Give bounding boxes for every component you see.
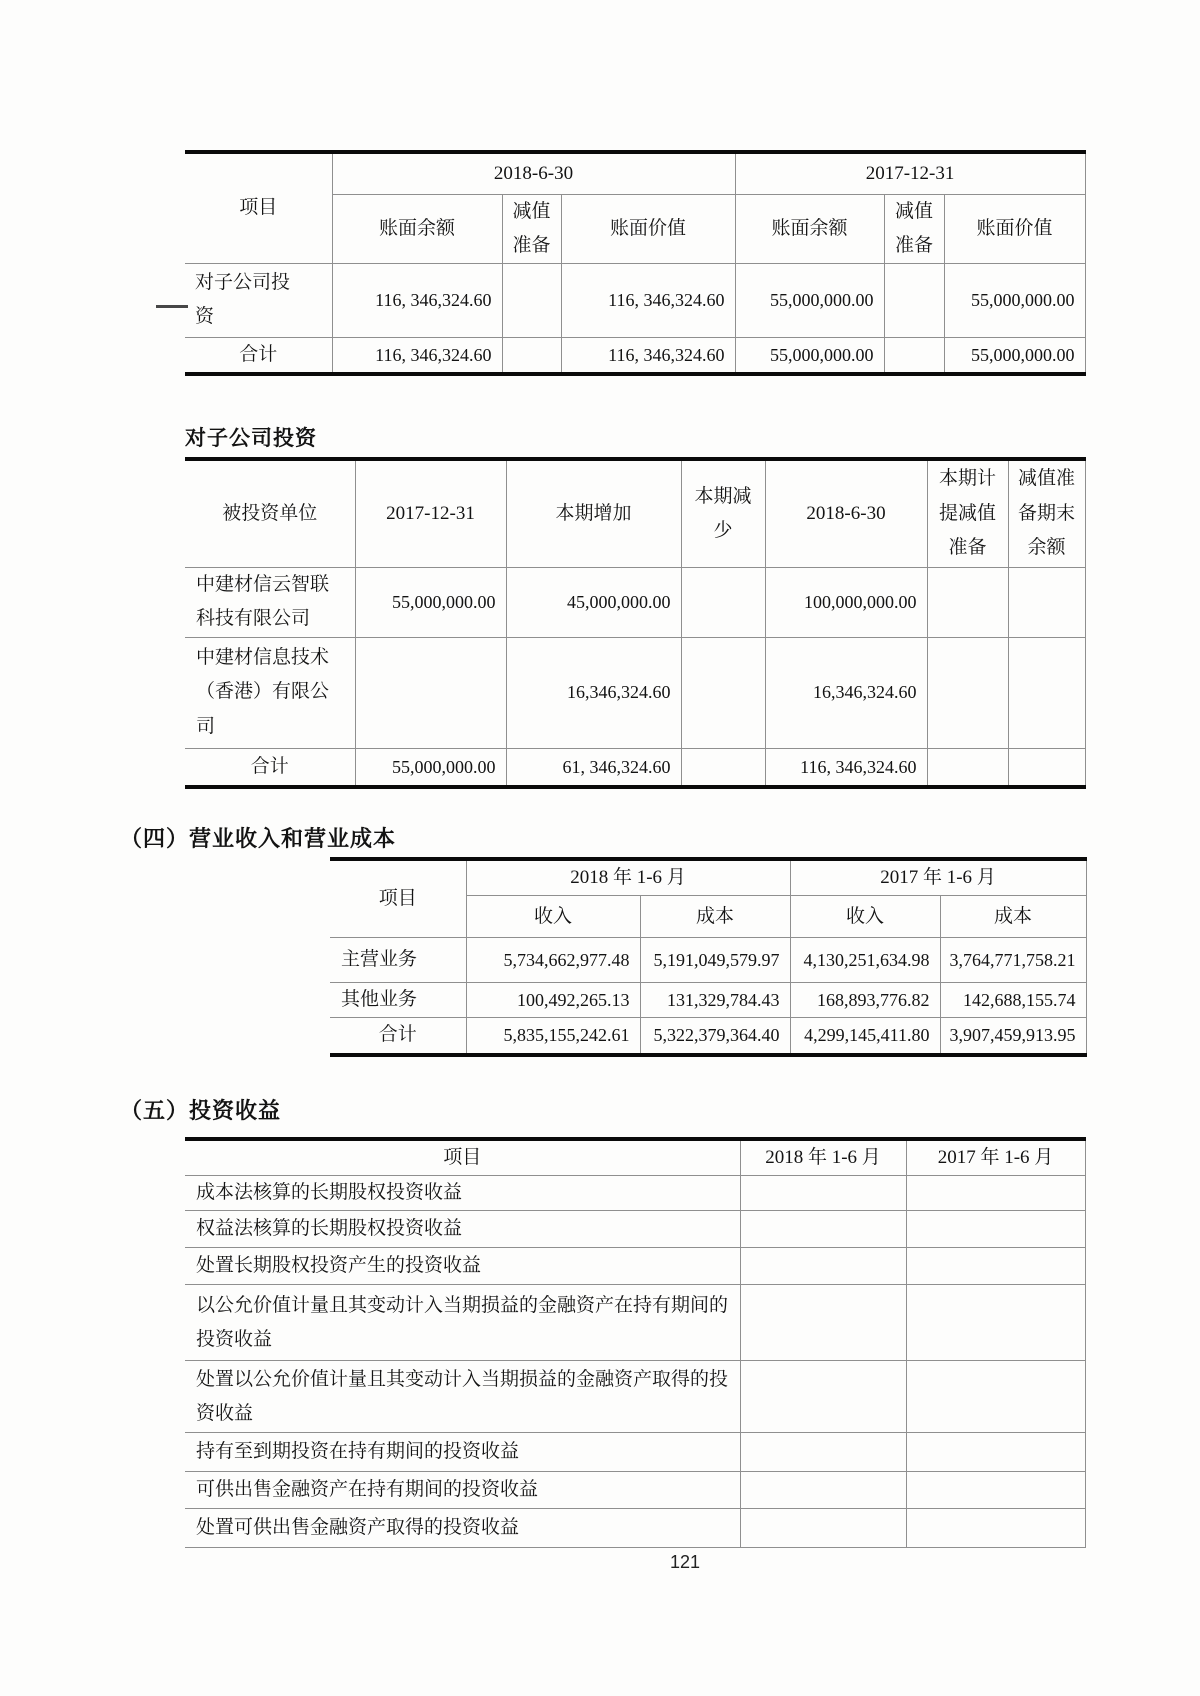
table-cell <box>906 1285 1085 1361</box>
column-header: 账面价值 <box>944 194 1085 263</box>
margin-dash-mark <box>156 305 188 308</box>
table-row <box>185 1433 1085 1472</box>
column-header: 减值准备期末余额 <box>1008 459 1085 567</box>
table-cell <box>1008 637 1085 748</box>
table-row <box>330 938 1086 983</box>
row-label-total: 合计 <box>185 748 355 787</box>
row-label-total: 合计 <box>185 337 332 374</box>
table-cell: 100,000,000.00 <box>765 567 927 637</box>
row-label: 处置长期股权投资产生的投资收益 <box>185 1248 740 1285</box>
table-cell <box>906 1248 1085 1285</box>
table-row <box>185 1176 1085 1211</box>
row-label: 以公允价值计量且其变动计入当期损益的金融资产在持有期间的投资收益 <box>185 1285 740 1361</box>
table-cell <box>884 263 944 337</box>
row-label: 处置以公允价值计量且其变动计入当期损益的金融资产取得的投资收益 <box>185 1361 740 1433</box>
table-cell: 45,000,000.00 <box>506 567 681 637</box>
row-label: 权益法核算的长期股权投资收益 <box>185 1211 740 1248</box>
section-heading-revenue: （四）营业收入和营业成本 <box>120 826 397 851</box>
table-cell <box>681 748 765 787</box>
table-cell <box>884 337 944 374</box>
row-label: 处置可供出售金融资产取得的投资收益 <box>185 1509 740 1548</box>
table-cell <box>927 567 1008 637</box>
table-row <box>185 1509 1085 1548</box>
column-group-2017: 2017 年 1-6 月 <box>790 859 1086 896</box>
table-cell: 142,688,155.74 <box>940 983 1086 1018</box>
column-header: 本期减少 <box>681 459 765 567</box>
table-cell <box>740 1433 906 1472</box>
table-cell <box>740 1248 906 1285</box>
table-cell <box>927 748 1008 787</box>
column-header: 2018-6-30 <box>765 459 927 567</box>
column-header: 账面价值 <box>561 194 735 263</box>
column-header: 收入 <box>466 896 640 938</box>
table-row <box>185 1248 1085 1285</box>
table-row <box>185 1285 1085 1361</box>
table-cell: 116, 346,324.60 <box>332 263 502 337</box>
table-row <box>185 637 1085 748</box>
column-header-item: 项目 <box>185 152 332 263</box>
table-cell <box>906 1361 1085 1433</box>
table-cell <box>906 1211 1085 1248</box>
column-header: 减值准备 <box>884 194 944 263</box>
table-cell: 16,346,324.60 <box>506 637 681 748</box>
row-label: 可供出售金融资产在持有期间的投资收益 <box>185 1472 740 1509</box>
column-header: 成本 <box>640 896 790 938</box>
table-row <box>185 1361 1085 1433</box>
section-heading-investment-income: （五）投资收益 <box>120 1098 282 1123</box>
column-header-item: 项目 <box>330 859 466 938</box>
column-header: 2018 年 1-6 月 <box>740 1139 906 1176</box>
table-row-total <box>330 1018 1086 1055</box>
column-group-2018-6-30: 2018-6-30 <box>332 152 735 194</box>
table-cell: 116, 346,324.60 <box>332 337 502 374</box>
row-label: 其他业务 <box>330 983 466 1018</box>
table-cell: 55,000,000.00 <box>735 263 884 337</box>
table-row <box>185 1211 1085 1248</box>
column-group-2017-12-31: 2017-12-31 <box>735 152 1085 194</box>
table-cell <box>906 1509 1085 1548</box>
investment-income-table <box>185 1137 1086 1548</box>
table-cell <box>1008 748 1085 787</box>
table-title: 对子公司投资 <box>185 426 317 450</box>
column-header: 本期增加 <box>506 459 681 567</box>
table-cell: 55,000,000.00 <box>355 567 506 637</box>
row-label-total: 合计 <box>330 1018 466 1055</box>
table-cell <box>1008 567 1085 637</box>
table-cell: 55,000,000.00 <box>944 263 1085 337</box>
table-row-total <box>185 748 1085 787</box>
column-header: 账面余额 <box>332 194 502 263</box>
table-cell: 168,893,776.82 <box>790 983 940 1018</box>
column-header-item: 项目 <box>185 1139 740 1176</box>
table-cell <box>740 1285 906 1361</box>
table-cell: 131,329,784.43 <box>640 983 790 1018</box>
table-cell <box>502 337 561 374</box>
table-row <box>185 263 1085 337</box>
table-row <box>185 1472 1085 1509</box>
column-header: 本期计提减值准备 <box>927 459 1008 567</box>
row-label: 成本法核算的长期股权投资收益 <box>185 1176 740 1211</box>
row-label: 对子公司投资 <box>185 263 332 337</box>
row-label: 持有至到期投资在持有期间的投资收益 <box>185 1433 740 1472</box>
table-cell: 4,299,145,411.80 <box>790 1018 940 1055</box>
table-cell: 4,130,251,634.98 <box>790 938 940 983</box>
revenue-cost-table <box>330 857 1087 1057</box>
table-cell: 5,191,049,579.97 <box>640 938 790 983</box>
table-cell <box>502 263 561 337</box>
table-cell <box>740 1472 906 1509</box>
table-cell <box>740 1509 906 1548</box>
table-cell <box>740 1361 906 1433</box>
table-cell: 5,322,379,364.40 <box>640 1018 790 1055</box>
page-number: 121 <box>669 1552 701 1572</box>
column-group-2018: 2018 年 1-6 月 <box>466 859 790 896</box>
table-cell <box>927 637 1008 748</box>
table-cell <box>906 1176 1085 1211</box>
row-label: 中建材信息技术（香港）有限公司 <box>185 637 355 748</box>
table-cell: 16,346,324.60 <box>765 637 927 748</box>
column-header: 成本 <box>940 896 1086 938</box>
column-header: 2017-12-31 <box>355 459 506 567</box>
subsidiary-investment-summary-table <box>185 150 1086 376</box>
table-cell <box>906 1433 1085 1472</box>
table-cell: 3,907,459,913.95 <box>940 1018 1086 1055</box>
table-cell: 100,492,265.13 <box>466 983 640 1018</box>
column-header: 账面余额 <box>735 194 884 263</box>
table-cell: 55,000,000.00 <box>944 337 1085 374</box>
table-cell <box>740 1176 906 1211</box>
table-row <box>330 983 1086 1018</box>
table-cell: 3,764,771,758.21 <box>940 938 1086 983</box>
table-cell: 5,835,155,242.61 <box>466 1018 640 1055</box>
table-cell: 55,000,000.00 <box>355 748 506 787</box>
table-cell <box>906 1472 1085 1509</box>
table-row-total <box>185 337 1085 374</box>
table-cell <box>681 637 765 748</box>
table-cell <box>355 637 506 748</box>
column-header: 收入 <box>790 896 940 938</box>
row-label: 主营业务 <box>330 938 466 983</box>
column-header: 减值准备 <box>502 194 561 263</box>
column-header-investee: 被投资单位 <box>185 459 355 567</box>
table-cell: 116, 346,324.60 <box>765 748 927 787</box>
row-label: 中建材信云智联科技有限公司 <box>185 567 355 637</box>
subsidiary-investment-detail-table <box>185 457 1086 789</box>
column-header: 2017 年 1-6 月 <box>906 1139 1085 1176</box>
table-cell: 116, 346,324.60 <box>561 263 735 337</box>
table-cell: 116, 346,324.60 <box>561 337 735 374</box>
table-cell: 5,734,662,977.48 <box>466 938 640 983</box>
table-row <box>185 567 1085 637</box>
table-cell: 55,000,000.00 <box>735 337 884 374</box>
table-cell: 61, 346,324.60 <box>506 748 681 787</box>
table-cell <box>681 567 765 637</box>
table-cell <box>740 1211 906 1248</box>
